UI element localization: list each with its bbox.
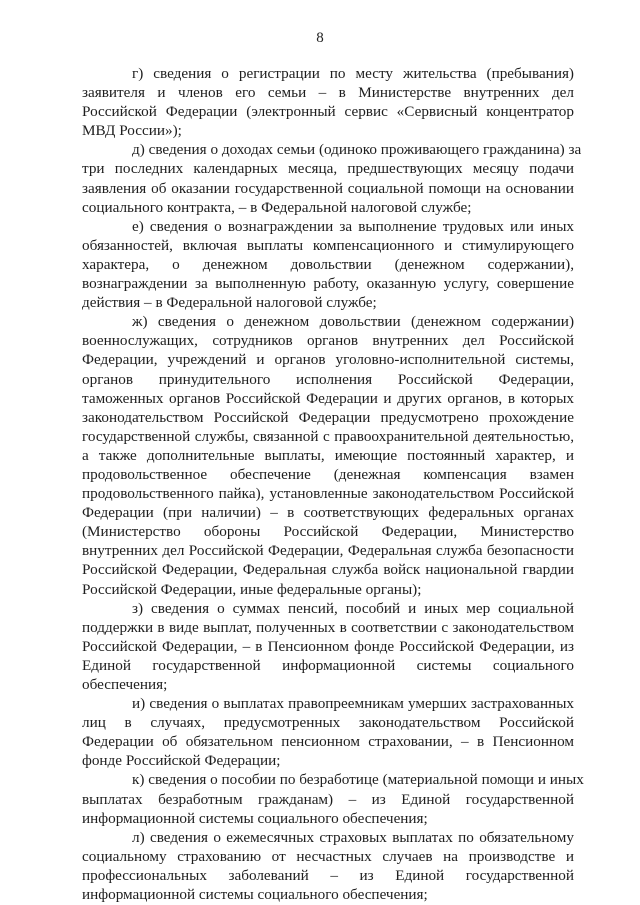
text-line: обязанностей, включая выплаты компенсационного и стимулирующего xyxy=(82,236,574,254)
text-line: а также дополнительные выплаты, имеющие постоянный характер, и xyxy=(82,446,574,464)
text-line: вознаграждении за выполненную работу, оказанную услугу, совершение xyxy=(82,275,574,293)
text-line: три последних календарных месяца, предшествующих месяцу подачи xyxy=(82,160,574,178)
paragraph xyxy=(82,217,574,312)
text-line: к) сведения о пособии по безработице (материальной помощи и иных xyxy=(132,771,584,789)
text-line: информационной системы социального обеспечения; xyxy=(82,886,428,904)
text-line: заявителя и членов его семьи – в Министерстве внутренних дел xyxy=(82,84,574,102)
text-line: государственной службы, связанной с правоохранительной деятельностью, xyxy=(82,427,574,445)
text-line: е) сведения о вознаграждении за выполнение трудовых или иных xyxy=(132,217,574,235)
text-line: МВД России»); xyxy=(82,122,182,140)
text-line: выплатах безработным гражданам) – из Единой государственной xyxy=(82,790,574,808)
paragraph xyxy=(82,694,574,770)
text-line: л) сведения о ежемесячных страховых выплатах по обязательному xyxy=(132,828,574,846)
page-number: 8 xyxy=(316,30,324,46)
paragraph xyxy=(82,140,582,216)
text-line: характера, о денежном довольствии (денежном содержании), xyxy=(82,255,574,273)
text-line: профессиональных заболеваний – из Единой государственной xyxy=(82,866,574,884)
text-line: обеспечения; xyxy=(82,676,168,693)
text-line: органов принудительного исполнения Российской Федерации, xyxy=(82,370,574,388)
text-line: информационной системы социального обеспечения; xyxy=(82,809,428,827)
text-line: и) сведения о выплатах правопреемникам умерших застрахованных xyxy=(132,695,574,713)
text-line: социальному страхованию от несчастных случаев на производстве и xyxy=(82,847,574,865)
text-line: Российской Федерации, Федеральная служба войск национальной гвардии xyxy=(82,561,574,579)
text-line: (Министерство обороны Российской Федерации, Министерство xyxy=(82,523,574,541)
text-line: продовольственного пайка), установленные законодательством Российской xyxy=(82,485,574,503)
paragraph xyxy=(82,312,574,598)
text-line: фонде Российской Федерации; xyxy=(82,752,281,770)
text-line: Федерации, учреждений и органов уголовно-исполнительной системы, xyxy=(82,351,574,369)
text-line: лиц в случаях, предусмотренных законодательством Российской xyxy=(82,714,574,732)
paragraph xyxy=(82,64,574,140)
text-line: д) сведения о доходах семьи (одиноко проживающего гражданина) за xyxy=(132,141,582,159)
text-line: продовольственное обеспечение (денежная компенсация взамен xyxy=(82,465,574,483)
text-line: поддержки в виде выплат, полученных в соответствии с законодательством xyxy=(82,618,574,636)
text-line: внутренних дел Российской Федерации, Федеральная служба безопасности xyxy=(82,542,574,560)
text-line: Федерации (при наличии) – в соответствующих федеральных органах xyxy=(82,504,574,522)
text-line: з) сведения о суммах пенсий, пособий и иных мер социальной xyxy=(132,599,574,617)
text-line: заявления об оказании государственной социальной помощи на основании xyxy=(82,179,574,197)
document-body xyxy=(82,64,584,904)
text-line: действия – в Федеральной налоговой службе; xyxy=(82,294,377,312)
text-line: социального контракта, – в Федеральной налоговой службе; xyxy=(82,198,472,216)
text-line: ж) сведения о денежном довольствии (денежном содержании) xyxy=(132,313,574,331)
text-line: Федерации об обязательном пенсионном страховании, – в Пенсионном xyxy=(82,733,574,751)
text-line: военнослужащих, сотрудников органов внутренних дел Российской xyxy=(82,332,574,350)
paragraph xyxy=(82,828,574,904)
text-line: Российской Федерации, иные федеральные органы); xyxy=(82,580,422,598)
text-line: таможенных органов Российской Федерации и других органов, в которых xyxy=(82,389,574,407)
text-line: Российской Федерации, – в Пенсионном фонде Российской Федерации, из xyxy=(82,637,574,655)
text-line: Российской Федерации (электронный сервис «Сервисный концентратор xyxy=(82,103,574,121)
text-line: г) сведения о регистрации по месту жительства (пребывания) xyxy=(132,65,574,82)
paragraph xyxy=(82,770,584,827)
text-line: Единой государственной информационной системы социального xyxy=(82,656,574,674)
text-line: законодательством Российской Федерации предусмотрено прохождение xyxy=(82,408,574,426)
paragraph xyxy=(82,599,574,694)
